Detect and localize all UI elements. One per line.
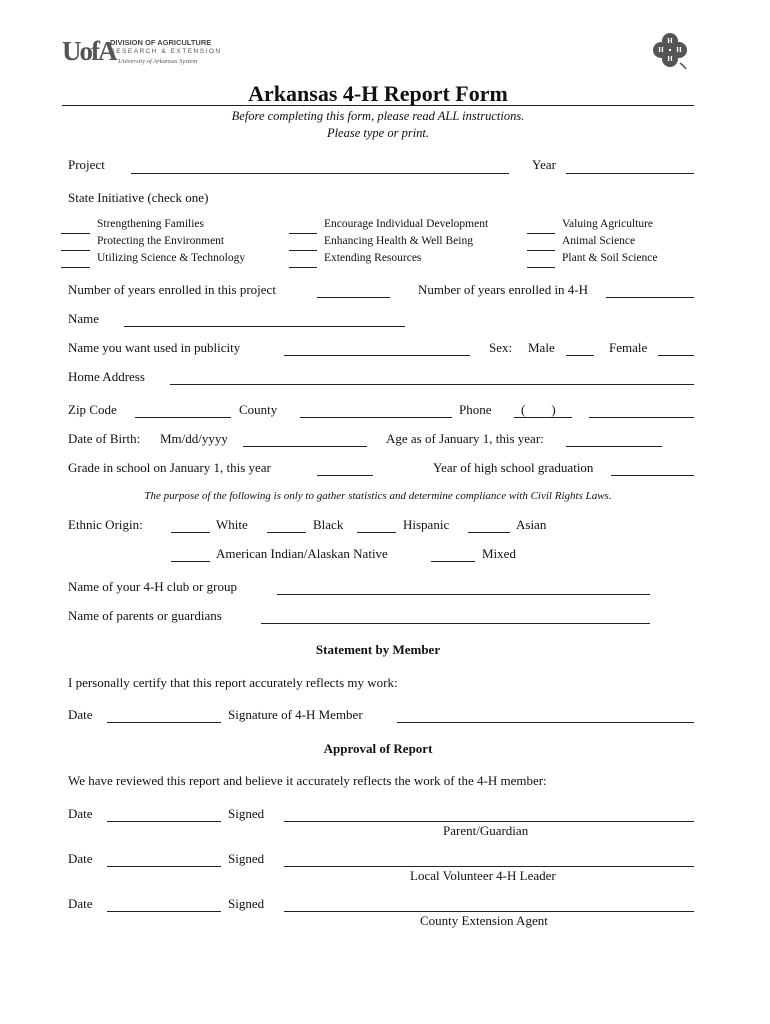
leader-date-field[interactable]	[107, 866, 221, 867]
years-project-label: Number of years enrolled in this project	[68, 282, 276, 297]
name-field[interactable]	[124, 326, 405, 327]
leader-date-label: Date	[68, 851, 93, 866]
initiative-checkbox[interactable]	[527, 233, 555, 234]
black-label: Black	[313, 517, 344, 532]
approval-heading: Approval of Report	[323, 741, 433, 756]
initiative-checkbox[interactable]	[61, 267, 90, 268]
years-4h-field[interactable]	[606, 297, 694, 298]
subtitle-print: Please type or print.	[326, 126, 430, 140]
home-address-label: Home Address	[68, 369, 145, 384]
parent-guardian-caption: Parent/Guardian	[443, 823, 529, 838]
agent-date-label: Date	[68, 896, 93, 911]
dob-label: Date of Birth:	[68, 431, 141, 446]
grade-field[interactable]	[317, 475, 373, 476]
logo-line2: RESEARCH & EXTENSION	[110, 48, 222, 55]
initiative-option: Enhancing Health & Well Being	[324, 235, 473, 247]
svg-text:H: H	[676, 46, 682, 54]
logo-line1: DIVISION OF AGRICULTURE	[110, 38, 212, 47]
initiative-option: Utilizing Science & Technology	[97, 252, 246, 264]
parents-label: Name of parents or guardians	[68, 608, 222, 623]
certify-text: I personally certify that this report accurately reflects my work:	[68, 675, 398, 690]
hispanic-label: Hispanic	[403, 517, 450, 532]
initiative-checkbox[interactable]	[289, 250, 317, 251]
state-initiative-label: State Initiative (check one)	[68, 190, 209, 205]
dob-format: Mm/dd/yyyy	[160, 431, 228, 446]
leader-signed-label: Signed	[228, 851, 265, 866]
initiative-option: Encourage Individual Development	[324, 218, 489, 230]
logo-line3: University of Arkansas System	[118, 58, 198, 65]
member-signature-field[interactable]	[397, 722, 694, 723]
home-address-field[interactable]	[170, 384, 694, 385]
zip-field[interactable]	[135, 417, 231, 418]
age-label: Age as of January 1, this year:	[386, 431, 544, 446]
civil-rights-note: The purpose of the following is only to gather statistics and determine compliance with Civil Rights Laws.	[144, 490, 612, 502]
clover-emblem-icon	[650, 30, 690, 70]
asian-label: Asian	[516, 517, 547, 532]
logo-mark: UofA	[62, 36, 116, 66]
hispanic-checkbox[interactable]	[357, 532, 396, 533]
logo	[62, 38, 232, 72]
year-label: Year	[532, 157, 556, 172]
page-title: Arkansas 4-H Report Form	[248, 81, 508, 106]
parent-signed-label: Signed	[228, 806, 265, 821]
year-field[interactable]	[566, 173, 694, 174]
initiative-option: Animal Science	[562, 235, 636, 247]
mixed-label: Mixed	[482, 546, 516, 561]
grad-year-label: Year of high school graduation	[433, 460, 594, 475]
mixed-checkbox[interactable]	[431, 561, 475, 562]
american-indian-label: American Indian/Alaskan Native	[216, 546, 388, 561]
phone-number-field[interactable]	[589, 417, 694, 418]
initiative-checkbox[interactable]	[527, 267, 555, 268]
male-label: Male	[528, 340, 555, 355]
initiative-option: Strengthening Families	[97, 218, 205, 230]
agent-signature-field[interactable]	[284, 911, 694, 912]
county-agent-caption: County Extension Agent	[420, 913, 548, 928]
club-label: Name of your 4-H club or group	[68, 579, 237, 594]
agent-signed-label: Signed	[228, 896, 265, 911]
volunteer-leader-caption: Local Volunteer 4-H Leader	[410, 868, 556, 883]
sex-label: Sex:	[489, 340, 513, 355]
white-checkbox[interactable]	[171, 532, 210, 533]
zip-label: Zip Code	[68, 402, 117, 417]
phone-area-parens: ( )	[521, 402, 556, 417]
dob-field[interactable]	[243, 446, 367, 447]
ethnic-origin-label: Ethnic Origin:	[68, 517, 143, 532]
reviewed-text: We have reviewed this report and believe it accurately reflects the work of the 4-H member:	[68, 773, 547, 788]
parent-date-label: Date	[68, 806, 93, 821]
years-project-field[interactable]	[317, 297, 390, 298]
project-label: Project	[68, 157, 105, 172]
svg-text:H: H	[667, 55, 673, 63]
name-label: Name	[68, 311, 100, 326]
leader-signature-field[interactable]	[284, 866, 694, 867]
initiative-checkbox[interactable]	[61, 250, 90, 251]
agent-date-field[interactable]	[107, 911, 221, 912]
grad-year-field[interactable]	[611, 475, 694, 476]
grade-label: Grade in school on January 1, this year	[68, 460, 271, 475]
parents-field[interactable]	[261, 623, 650, 624]
female-checkbox[interactable]	[658, 355, 694, 356]
american-indian-checkbox[interactable]	[171, 561, 210, 562]
title-divider	[62, 105, 694, 106]
member-signature-label: Signature of 4-H Member	[228, 707, 363, 722]
svg-text:H: H	[667, 37, 673, 45]
statement-heading: Statement by Member	[315, 642, 441, 657]
publicity-name-label: Name you want used in publicity	[68, 340, 241, 355]
initiative-checkbox[interactable]	[289, 233, 317, 234]
initiative-option: Protecting the Environment	[97, 235, 225, 247]
female-label: Female	[609, 340, 648, 355]
white-label: White	[216, 517, 248, 532]
initiative-checkbox[interactable]	[289, 267, 317, 268]
initiative-option: Valuing Agriculture	[562, 218, 654, 230]
male-checkbox[interactable]	[566, 355, 594, 356]
black-checkbox[interactable]	[267, 532, 306, 533]
age-field[interactable]	[566, 446, 662, 447]
initiative-option: Extending Resources	[324, 252, 422, 264]
parent-date-field[interactable]	[107, 821, 221, 822]
club-field[interactable]	[277, 594, 650, 595]
member-date-label: Date	[68, 707, 93, 722]
years-4h-label: Number of years enrolled in 4-H	[418, 282, 589, 297]
svg-text:H: H	[658, 46, 664, 54]
phone-label: Phone	[459, 402, 492, 417]
subtitle-instructions: Before completing this form, please read ALL instructions.	[231, 109, 525, 123]
county-label: County	[239, 402, 278, 417]
initiative-checkbox[interactable]	[61, 233, 90, 234]
member-date-field[interactable]	[107, 722, 221, 723]
county-field[interactable]	[300, 417, 452, 418]
asian-checkbox[interactable]	[468, 532, 510, 533]
publicity-name-field[interactable]	[284, 355, 470, 356]
initiative-checkbox[interactable]	[527, 250, 555, 251]
parent-signature-field[interactable]	[284, 821, 694, 822]
project-field[interactable]	[131, 173, 509, 174]
initiative-option: Plant & Soil Science	[562, 252, 658, 264]
